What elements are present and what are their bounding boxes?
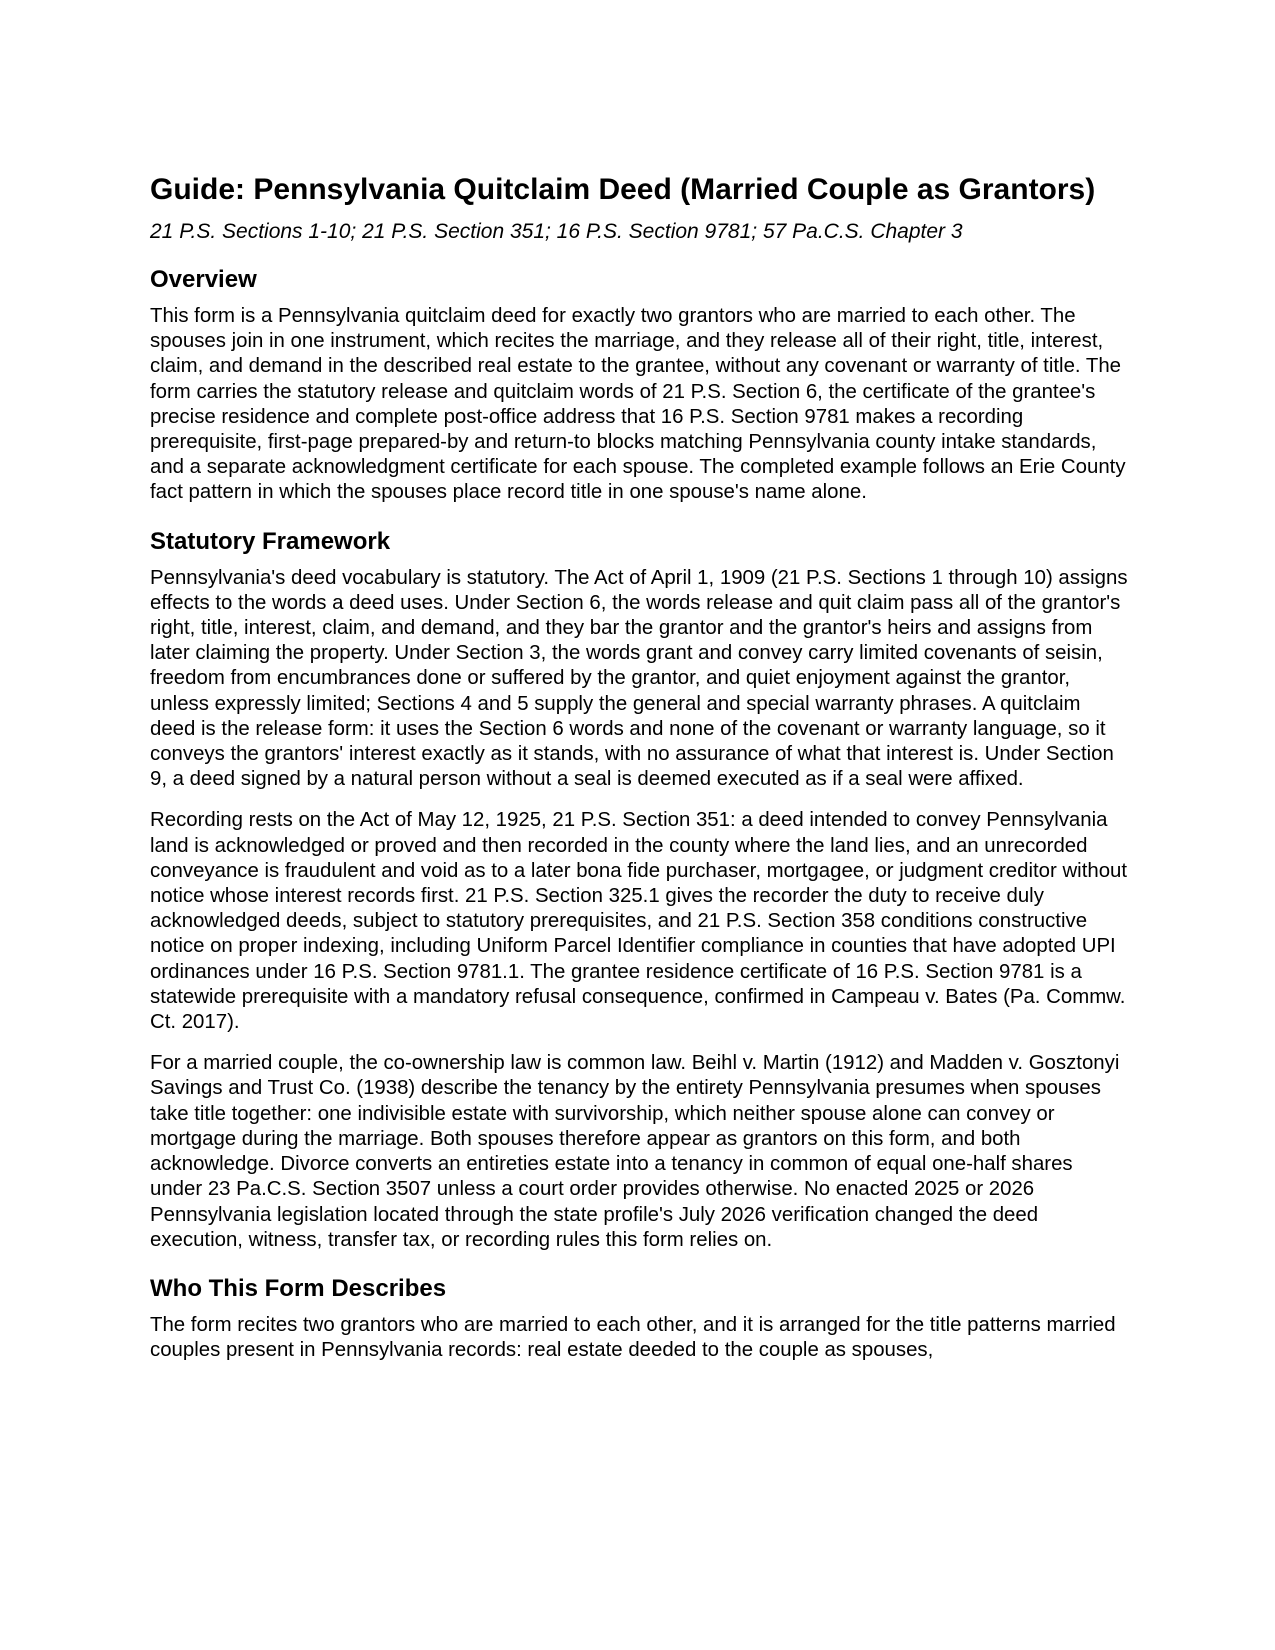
document-page [150, 172, 1130, 1363]
document-title: Guide: Pennsylvania Quitclaim Deed (Married Couple as Grantors) [150, 173, 1096, 206]
section-overview [150, 266, 1130, 506]
section-heading-overview: Overview [150, 266, 257, 293]
section-who-this-form-describes [150, 1275, 1130, 1363]
who-this-form-describes-paragraph-1: The form recites two grantors who are married to each other, and it is arranged for the title patterns married couples present in Pennsylvania records: real estate deeded to the couple as spouses, [150, 1313, 1116, 1362]
statutory-citation: 21 P.S. Sections 1-10; 21 P.S. Section 351; 16 P.S. Section 9781; 57 Pa.C.S. Chapter 3 [150, 220, 963, 243]
section-heading-who-this-form-describes: Who This Form Describes [150, 1274, 447, 1302]
statutory-framework-paragraph-1: Pennsylvania's deed vocabulary is statutory. The Act of April 1, 1909 (21 P.S. Sections 1 through 10) assigns effects to the words a deed uses. Under Section 6, the words release and quit claim pass all of the grantor's right, title, interest, claim, and demand, and they bar the grantor and the grantor's heirs and assigns from later claiming the property. Under Section 3, the words grant and convey carry limited covenants of seisin, freedom from encumbrances done or suffered by the grantor, and quiet enjoyment against the grantor, unless expressly limited; Sections 4 and 5 supply the general and special warranty phrases. A quitclaim deed is the release form: it uses the Section 6 words and none of the covenant or warranty language, so it conveys the grantors' interest exactly as it stands, with no assurance of what that interest is. Under Section 9, a deed signed by a natural person without a seal is deemed executed as if a seal were affixed. [150, 566, 1128, 791]
statutory-framework-paragraph-2: Recording rests on the Act of May 12, 1925, 21 P.S. Section 351: a deed intended to convey Pennsylvania land is acknowledged or proved and then recorded in the county where the land lies, and an unrecorded conveyance is fraudulent and void as to a later bona fide purchaser, mortgagee, or judgment creditor without notice whose interest records first. 21 P.S. Section 325.1 gives the recorder the duty to receive duly acknowledged deeds, subject to statutory prerequisites, and 21 P.S. Section 358 conditions constructive notice on proper indexing, including Uniform Parcel Identifier compliance in counties that have adopted UPI ordinances under 16 P.S. Section 9781.1. The grantee residence certificate of 16 P.S. Section 9781 is a statewide prerequisite with a mandatory refusal consequence, confirmed in Campeau v. Bates (Pa. Commw. Ct. 2017). [150, 809, 1128, 1034]
section-statutory-framework [150, 528, 1130, 1253]
statutory-framework-paragraph-3: For a married couple, the co-ownership law is common law. Beihl v. Martin (1912) and Madden v. Gosztonyi Savings and Trust Co. (1938) describe the tenancy by the entirety Pennsylvania presumes when spouses take title together: one indivisible estate with survivorship, which neither spouse alone can convey or mortgage during the marriage. Both spouses therefore appear as grantors on this form, and both acknowledge. Divorce converts an entireties estate into a tenancy in common of equal one-half shares under 23 Pa.C.S. Section 3507 unless a court order provides otherwise. No enacted 2025 or 2026 Pennsylvania legislation located through the state profile's July 2026 verification changed the deed execution, witness, transfer tax, or recording rules this form relies on. [150, 1052, 1120, 1251]
section-heading-statutory-framework: Statutory Framework [150, 527, 391, 555]
overview-paragraph-1: This form is a Pennsylvania quitclaim deed for exactly two grantors who are married to each other. The spouses join in one instrument, which recites the marriage, and they release all of their right, title, interest, claim, and demand in the described real estate to the grantee, without any covenant or warranty of title. The form carries the statutory release and quitclaim words of 21 P.S. Section 6, the certificate of the grantee's precise residence and complete post-office address that 16 P.S. Section 9781 makes a recording prerequisite, first-page prepared-by and return-to blocks matching Pennsylvania county intake standards, and a separate acknowledgment certificate for each spouse. The completed example follows an Erie County fact pattern in which the spouses place record title in one spouse's name alone. [150, 305, 1126, 504]
